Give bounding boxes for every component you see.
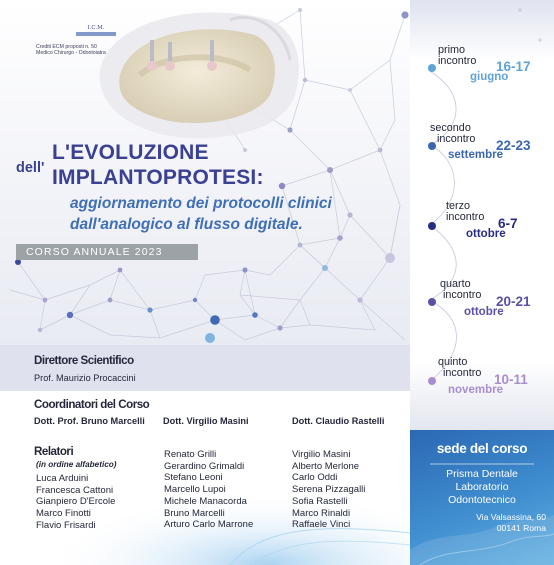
relatore-name: Marco Rinaldi <box>292 507 351 519</box>
title-line-1: L'EVOLUZIONE <box>52 141 209 164</box>
incontro-4-dates: 20-21 <box>496 294 531 309</box>
relatore-name: Stefano Leoni <box>164 472 223 484</box>
direttore-section <box>0 345 410 391</box>
coordinatore-name: Dott. Virgilio Masini <box>163 416 249 426</box>
relatore-name: Bruno Marcelli <box>164 507 225 519</box>
incontro-dot-4 <box>428 298 436 306</box>
coordinatore-name: Dott. Claudio Rastelli <box>292 416 385 426</box>
corso-annuale-band: CORSO ANNUALE 2023 <box>16 244 198 260</box>
schedule-column <box>410 0 554 565</box>
relatore-name: Gerardino Grimaldi <box>164 460 245 472</box>
relatore-name: Serena Pizzagalli <box>292 484 366 496</box>
relatore-name: Carlo Oddi <box>292 472 338 484</box>
incontro-2-month: settembre <box>448 149 503 161</box>
incontro-1-dates: 16-17 <box>496 59 531 74</box>
incontro-3-word: incontro <box>446 211 485 223</box>
sede-name-line-2: Laboratorio <box>455 481 509 493</box>
relatori-column-2 <box>164 449 253 531</box>
relatore-name: Luca Arduini <box>36 473 89 484</box>
incontro-5-word: incontro <box>443 367 482 379</box>
relatore-name: Raffaele Vinci <box>292 519 351 531</box>
incontro-1-word: incontro <box>438 55 477 67</box>
incontro-dot-2 <box>428 142 436 150</box>
coordinatori-heading: Coordinatori del Corso <box>34 398 150 411</box>
subtitle-line-1: aggiornamento dei protocolli clinici <box>70 195 332 212</box>
incontro-3-ordinal: terzo <box>446 200 471 212</box>
incontro-5-ordinal: quinto <box>438 356 468 368</box>
sede-address-line-2: 00141 Roma <box>496 523 546 533</box>
incontro-2-word: incontro <box>437 133 476 145</box>
logo-text: I.C.M. <box>87 25 105 31</box>
incontro-3-month: ottobre <box>466 228 506 240</box>
relatore-name: Marcello Lupoi <box>164 484 226 496</box>
relatore-name: Francesca Cattoni <box>36 484 114 496</box>
incontro-4-month: ottobre <box>464 306 504 318</box>
relatore-name: Michele Manacorda <box>164 495 247 507</box>
sede-name-line-3: Odontotecnico <box>448 494 516 506</box>
incontro-3-dates: 6-7 <box>498 216 518 231</box>
relatori-note: (in ordine alfabetico) <box>36 460 117 469</box>
credits-line-1: Crediti ECM proposti n. 50 <box>36 44 97 50</box>
relatori-column-1 <box>36 473 115 532</box>
coordinatori-section <box>0 391 410 433</box>
incontro-1-month: giugno <box>470 71 509 83</box>
relatore-name: Flavio Frisardi <box>36 519 96 531</box>
subtitle-line-2: dall'analogico al flusso digitale. <box>70 216 303 233</box>
relatore-name: Gianpiero D'Ercole <box>36 496 116 508</box>
incontro-2-dates: 22-23 <box>496 138 531 153</box>
direttore-name: Prof. Maurizio Procaccini <box>34 373 136 383</box>
relatore-name: Arturo Carlo Marrone <box>164 519 254 531</box>
ecm-logo <box>70 22 118 40</box>
relatori-section <box>0 433 410 565</box>
sede-title: sede del corso <box>436 441 528 456</box>
relatore-name: Alberto Merlone <box>292 460 360 472</box>
sede-name-line-1: Prisma Dentale <box>446 468 518 480</box>
incontro-2-ordinal: secondo <box>430 122 471 134</box>
incontro-4-ordinal: quarto <box>440 278 471 290</box>
incontro-5-dates: 10-11 <box>494 372 528 387</box>
relatore-name: Marco Finotti <box>36 508 91 520</box>
relatore-name: Virgilio Masini <box>292 449 351 460</box>
incontro-4-word: incontro <box>443 289 482 301</box>
relatori-column-3 <box>292 449 365 531</box>
sede-panel <box>410 430 554 565</box>
title-prefix: dell' <box>16 160 45 176</box>
relatore-name: Sofia Rastelli <box>292 495 348 507</box>
incontro-dot-3 <box>428 222 436 230</box>
sede-address-line-1: Via Valsassina, 60 <box>476 512 546 522</box>
relatori-heading: Relatori <box>34 445 74 458</box>
incontro-5-month: novembre <box>448 384 503 396</box>
incontro-dot-5 <box>428 377 436 385</box>
hero-panel <box>0 0 410 345</box>
title-line-2: IMPLANTOPROTESI: <box>52 166 264 189</box>
credits-line-2: Medico Chirurgo - Odontoiatra <box>36 50 106 56</box>
relatore-name: Renato Grilli <box>164 449 217 460</box>
incontro-1-ordinal: primo <box>438 44 465 56</box>
direttore-heading: Direttore Scientifico <box>34 354 134 367</box>
coordinatore-name: Dott. Prof. Bruno Marcelli <box>34 416 145 426</box>
incontro-dot-1 <box>428 64 436 72</box>
